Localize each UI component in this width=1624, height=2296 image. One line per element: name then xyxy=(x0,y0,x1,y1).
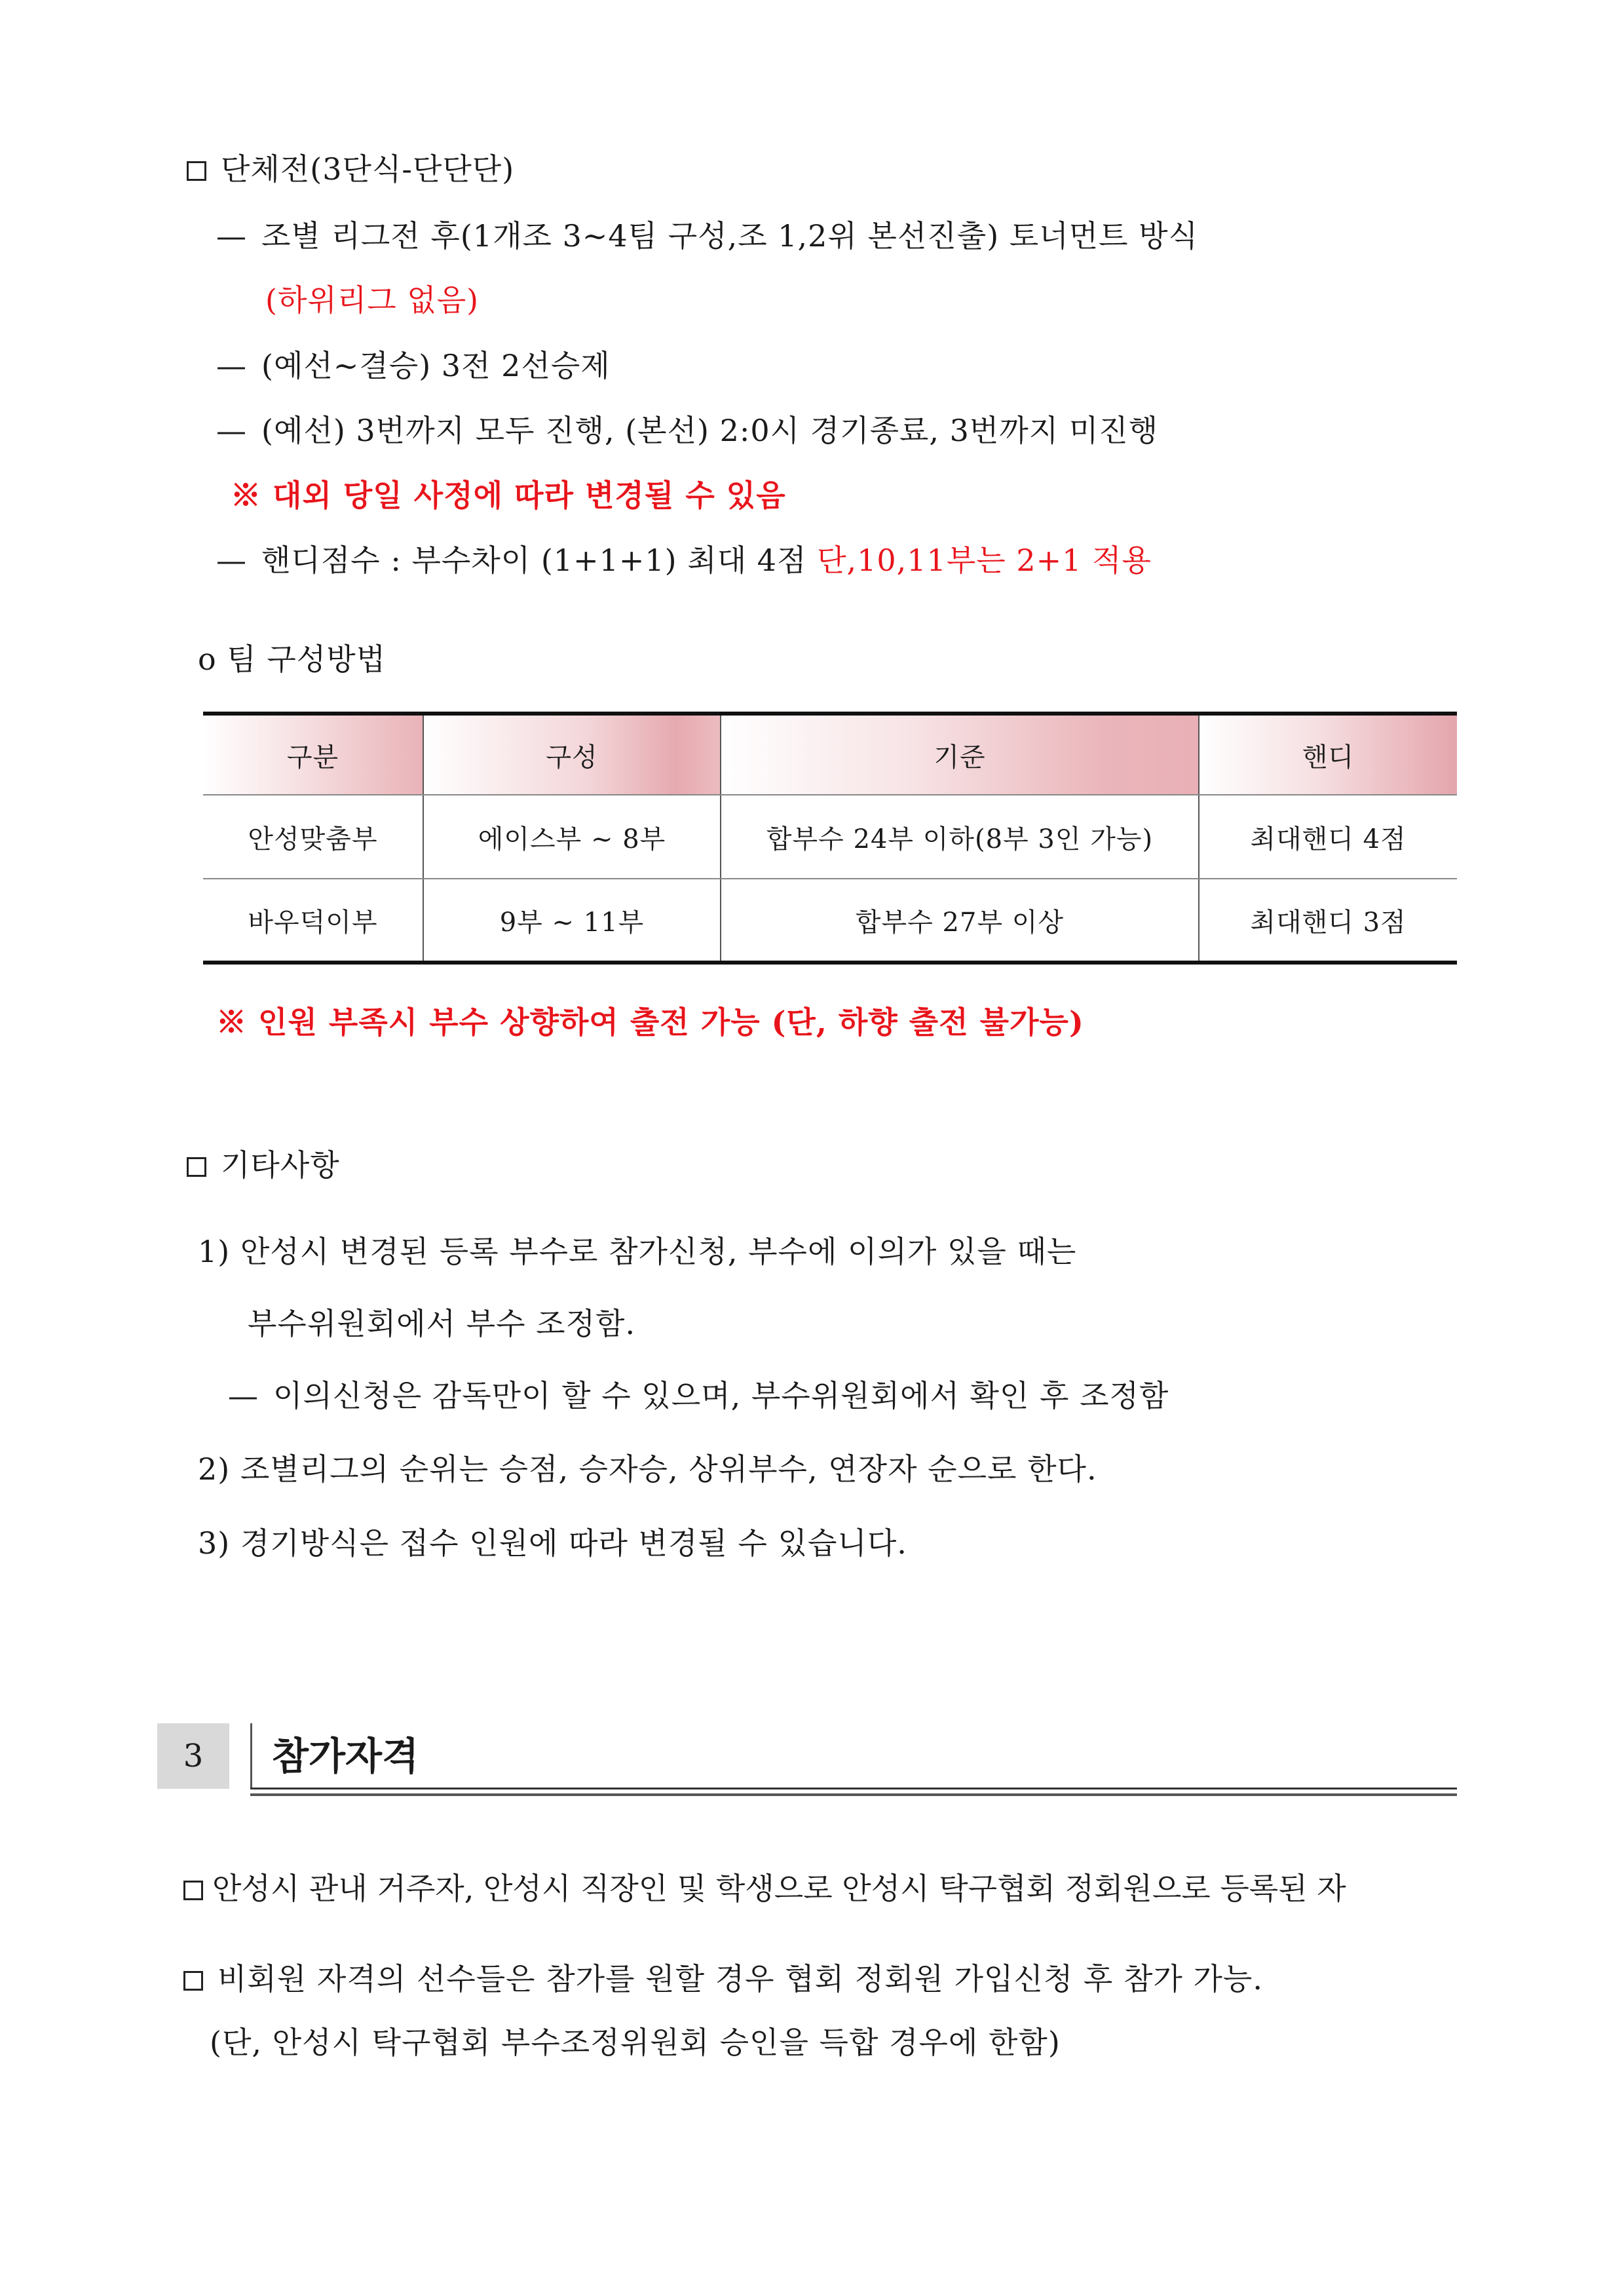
table-cell: 바우덕이부 xyxy=(203,879,423,963)
team-heading: 단체전(3단식-단단단) xyxy=(187,149,514,189)
composition-table xyxy=(203,712,1457,965)
team-rule-3: — (예선) 3번까지 모두 진행, (본선) 2:0시 경기종료, 3번까지 미진행 xyxy=(216,411,1158,450)
etc-item-2: 2) 조별리그의 순위는 승점, 승자승, 상위부수, 연장자 순으로 한다. xyxy=(198,1451,1097,1487)
checkbox-square-icon xyxy=(183,1971,203,1991)
section-number: 3 xyxy=(157,1723,229,1789)
dash-icon: — xyxy=(216,543,247,578)
eligibility-item-2: 비회원 자격의 선수들은 참가를 원할 경우 협회 정회원 가입신청 후 참가 가능. xyxy=(183,1959,1263,1999)
etc-heading: 기타사항 xyxy=(187,1145,340,1185)
dash-icon: — xyxy=(216,218,247,254)
dash-icon: — xyxy=(216,348,247,383)
table-cell: 최대핸디 4점 xyxy=(1199,795,1457,879)
table-cell: 안성맞춤부 xyxy=(203,795,423,879)
table-row xyxy=(203,795,1457,879)
dash-icon: — xyxy=(228,1378,259,1413)
header-composition: 구성 xyxy=(423,714,721,795)
etc-item-1-cont: 부수위원회에서 부수 조정함. xyxy=(248,1306,636,1341)
table-cell: 9부 ~ 11부 xyxy=(423,879,721,963)
table-cell: 최대핸디 3점 xyxy=(1199,879,1457,963)
team-rule-1: — 조별 리그전 후(1개조 3~4팀 구성,조 1,2위 본선진출) 토너먼트 방식 xyxy=(216,216,1198,256)
table-cell: 합부수 27부 이상 xyxy=(721,879,1199,963)
header-criteria: 기준 xyxy=(721,714,1199,795)
etc-item-1: 1) 안성시 변경된 등록 부수로 참가신청, 부수에 이의가 있을 때는 xyxy=(198,1234,1077,1269)
section-underline xyxy=(250,1788,1457,1789)
table-cell: 합부수 24부 이하(8부 3인 가능) xyxy=(721,795,1199,879)
eligibility-item-1: 안성시 관내 거주자, 안성시 직장인 및 학생으로 안성시 탁구협회 정회원으로 등록된 자 xyxy=(183,1869,1346,1908)
handicap-exception: 단,10,11부는 2+1 적용 xyxy=(817,543,1152,578)
dash-icon: — xyxy=(216,413,247,448)
header-handicap: 핸디 xyxy=(1199,714,1457,795)
section-title: 참가자격 xyxy=(272,1734,419,1778)
table-header-row xyxy=(203,714,1457,795)
checkbox-square-icon xyxy=(183,1881,203,1900)
section-divider xyxy=(250,1723,252,1789)
team-rule-2: — (예선~결승) 3전 2선승제 xyxy=(216,346,611,385)
checkbox-square-icon xyxy=(187,1157,206,1177)
composition-notice: ※ 인원 부족시 부수 상향하여 출전 가능 (단, 하향 출전 불가능) xyxy=(216,1004,1084,1040)
eligibility-item-2-note: (단, 안성시 탁구협회 부수조정위원회 승인을 득합 경우에 한함) xyxy=(210,2025,1061,2060)
team-notice: ※ 대외 당일 사정에 따라 변경될 수 있음 xyxy=(231,478,786,513)
section-underline xyxy=(250,1793,1457,1796)
table-cell: 에이스부 ~ 8부 xyxy=(423,795,721,879)
team-handicap: — 핸디점수 : 부수차이 (1+1+1) 최대 4점 단,10,11부는 2+1 적용 xyxy=(216,541,1152,580)
etc-item-3: 3) 경기방식은 접수 인원에 따라 변경될 수 있습니다. xyxy=(198,1525,907,1561)
table-row xyxy=(203,879,1457,963)
composition-title: o 팀 구성방법 xyxy=(198,641,387,677)
team-rule-1-note: (하위리그 없음) xyxy=(265,282,480,318)
checkbox-square-icon xyxy=(187,161,206,181)
etc-item-1-sub: — 이의신청은 감독만이 할 수 있으며, 부수위원회에서 확인 후 조정함 xyxy=(228,1376,1169,1415)
header-category: 구분 xyxy=(203,714,423,795)
